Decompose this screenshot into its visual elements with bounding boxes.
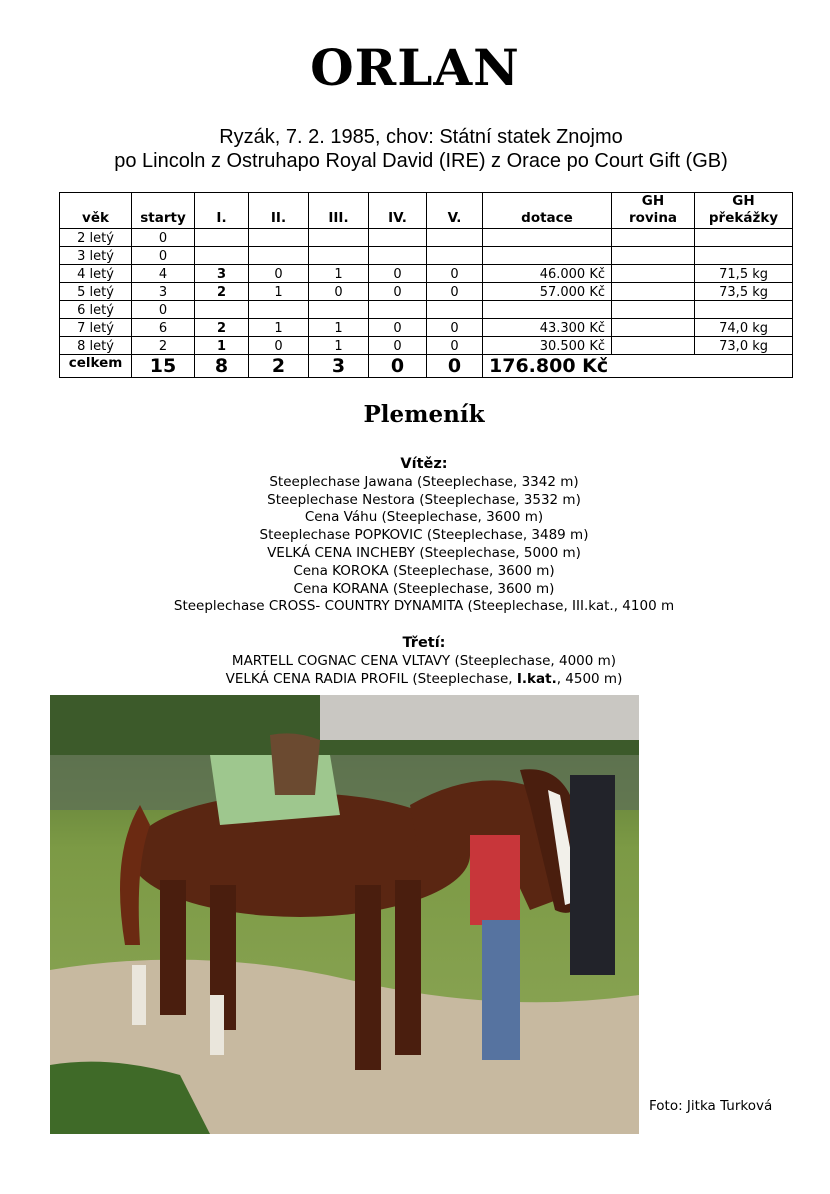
winner-race: Steeplechase CROSS- COUNTRY DYNAMITA (Steeplechase, III.kat., 4100 m — [173, 598, 675, 615]
page-title: ORLAN — [310, 38, 520, 97]
cell-gh-flat — [612, 319, 695, 337]
winner-race: Cena KORANA (Steeplechase, 3600 m) — [293, 580, 555, 597]
header-second: II. — [249, 193, 309, 229]
cell-third: 1 — [309, 337, 369, 355]
horse-description: Ryzák, 7. 2. 1985, chov: Státní statek Znojmo — [219, 126, 623, 148]
cell-gh-flat — [612, 247, 695, 265]
table-header-row — [60, 193, 793, 229]
cell-third — [309, 247, 369, 265]
total-third: 3 — [309, 355, 369, 378]
cell-first — [195, 301, 249, 319]
third-race: VELKÁ CENA RADIA PROFIL (Steeplechase, I.kat., 4500 m) — [225, 670, 623, 687]
cell-prize — [483, 229, 612, 247]
cell-starts: 0 — [132, 229, 195, 247]
section-title: Plemeník — [363, 401, 485, 428]
header-gh-jump: GH překážky — [695, 193, 793, 229]
cell-second — [249, 247, 309, 265]
table-row — [60, 319, 793, 337]
cell-gh-flat — [612, 265, 695, 283]
cell-third: 1 — [309, 265, 369, 283]
cell-gh-jump: 74,0 kg — [695, 319, 793, 337]
cell-starts: 3 — [132, 283, 195, 301]
cell-starts: 6 — [132, 319, 195, 337]
cell-prize: 46.000 Kč — [483, 265, 612, 283]
cell-gh-jump — [695, 301, 793, 319]
cell-age: 4 letý — [60, 265, 132, 283]
photo-credit: Foto: Jitka Turková — [649, 1098, 773, 1114]
cell-fifth: 0 — [427, 337, 483, 355]
cell-gh-flat — [612, 337, 695, 355]
cell-first — [195, 229, 249, 247]
header-age: věk — [60, 193, 132, 229]
winner-race: Steeplechase Jawana (Steeplechase, 3342 m) — [269, 473, 579, 490]
cell-gh-jump: 71,5 kg — [695, 265, 793, 283]
cell-fifth — [427, 301, 483, 319]
cell-gh-jump: 73,5 kg — [695, 283, 793, 301]
table-row — [60, 301, 793, 319]
cell-first — [195, 247, 249, 265]
cell-fourth: 0 — [369, 337, 427, 355]
cell-fifth: 0 — [427, 265, 483, 283]
cell-second: 0 — [249, 337, 309, 355]
pedigree-line: po Lincoln z Ostruhapo Royal David (IRE) z Orace po Court Gift (GB) — [114, 150, 728, 172]
header-prize: dotace — [483, 193, 612, 229]
total-label: celkem — [60, 355, 132, 378]
cell-prize — [483, 247, 612, 265]
winner-list — [0, 456, 830, 616]
cell-third: 0 — [309, 283, 369, 301]
table-row — [60, 337, 793, 355]
winner-race: Cena KOROKA (Steeplechase, 3600 m) — [293, 562, 555, 579]
cell-gh-jump — [695, 229, 793, 247]
cell-prize: 30.500 Kč — [483, 337, 612, 355]
table-row — [60, 265, 793, 283]
cell-starts: 4 — [132, 265, 195, 283]
cell-age: 3 letý — [60, 247, 132, 265]
cell-first: 2 — [195, 283, 249, 301]
cell-second — [249, 301, 309, 319]
cell-age: 7 letý — [60, 319, 132, 337]
cell-fourth: 0 — [369, 265, 427, 283]
total-second: 2 — [249, 355, 309, 378]
header-third: III. — [309, 193, 369, 229]
cell-third — [309, 301, 369, 319]
cell-fifth: 0 — [427, 283, 483, 301]
cell-first: 3 — [195, 265, 249, 283]
header-fifth: V. — [427, 193, 483, 229]
cell-age: 5 letý — [60, 283, 132, 301]
cell-fourth: 0 — [369, 283, 427, 301]
cell-prize — [483, 301, 612, 319]
cell-starts: 2 — [132, 337, 195, 355]
cell-age: 6 letý — [60, 301, 132, 319]
cell-fifth — [427, 229, 483, 247]
cell-fifth: 0 — [427, 319, 483, 337]
horse-photo — [50, 695, 639, 1134]
winner-heading: Vítěz: — [400, 456, 448, 472]
cell-fourth — [369, 247, 427, 265]
winner-race: VELKÁ CENA INCHEBY (Steeplechase, 5000 m) — [267, 544, 581, 561]
cell-gh-flat — [612, 229, 695, 247]
cell-second: 1 — [249, 319, 309, 337]
cell-gh-jump — [695, 247, 793, 265]
cell-third: 1 — [309, 319, 369, 337]
header-first: I. — [195, 193, 249, 229]
total-first: 8 — [195, 355, 249, 378]
cell-age: 2 letý — [60, 229, 132, 247]
third-place-list — [0, 635, 830, 688]
cell-starts: 0 — [132, 247, 195, 265]
cell-third — [309, 229, 369, 247]
cell-fourth: 0 — [369, 319, 427, 337]
cell-gh-flat — [612, 301, 695, 319]
cell-prize: 57.000 Kč — [483, 283, 612, 301]
cell-fifth — [427, 247, 483, 265]
third-race: MARTELL COGNAC CENA VLTAVY (Steeplechase, 4000 m) — [231, 652, 617, 669]
cell-second: 0 — [249, 265, 309, 283]
total-row — [60, 355, 793, 378]
table-row — [60, 229, 793, 247]
cell-starts: 0 — [132, 301, 195, 319]
cell-fourth — [369, 301, 427, 319]
cell-second: 1 — [249, 283, 309, 301]
cell-first: 1 — [195, 337, 249, 355]
total-fourth: 0 — [369, 355, 427, 378]
cell-gh-flat — [612, 283, 695, 301]
winner-race: Steeplechase Nestora (Steeplechase, 3532 m) — [267, 491, 581, 508]
table-row — [60, 283, 793, 301]
winner-race: Cena Váhu (Steeplechase, 3600 m) — [304, 509, 544, 526]
header-fourth: IV. — [369, 193, 427, 229]
cell-prize: 43.300 Kč — [483, 319, 612, 337]
header-gh-flat: GH rovina — [612, 193, 695, 229]
table-row — [60, 247, 793, 265]
cell-first: 2 — [195, 319, 249, 337]
total-fifth: 0 — [427, 355, 483, 378]
race-stats-table — [59, 192, 793, 378]
third-heading: Třetí: — [402, 635, 446, 651]
total-prize: 176.800 Kč — [483, 355, 793, 378]
cell-second — [249, 229, 309, 247]
total-starts: 15 — [132, 355, 195, 378]
winner-race: Steeplechase POPKOVIC (Steeplechase, 3489 m) — [259, 527, 589, 544]
cell-fourth — [369, 229, 427, 247]
cell-age: 8 letý — [60, 337, 132, 355]
cell-gh-jump: 73,0 kg — [695, 337, 793, 355]
header-starts: starty — [132, 193, 195, 229]
